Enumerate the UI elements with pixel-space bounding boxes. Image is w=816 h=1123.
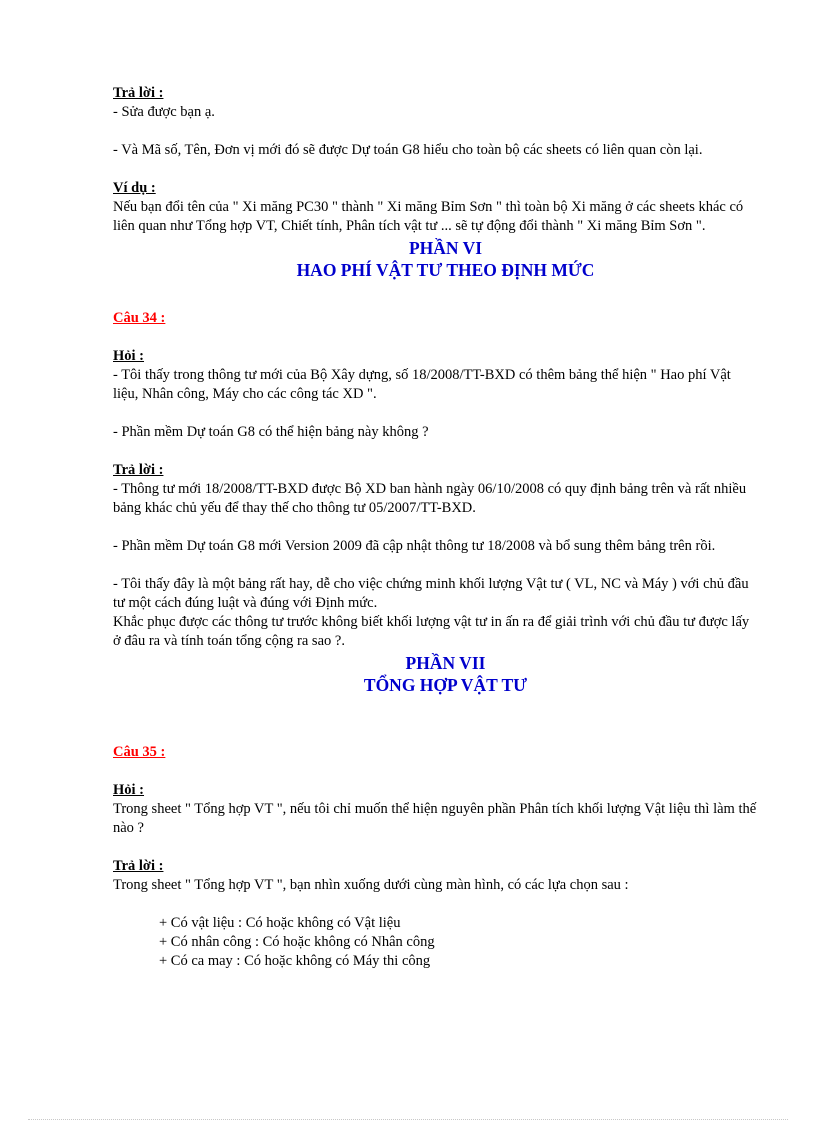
answer-label: Trả lời : xyxy=(113,85,164,101)
ask-label: Hỏi : xyxy=(113,782,145,798)
option-item: + Có vật liệu : Có hoặc không có Vật liệu xyxy=(159,915,401,931)
answer-text: - Sửa được bạn ạ. xyxy=(113,104,215,120)
answer-text: Trong sheet " Tổng hợp VT ", bạn nhìn xuống dưới cùng màn hình, có các lựa chọn sau : xyxy=(113,877,629,893)
document-page xyxy=(113,84,758,971)
part-subtitle: TỔNG HỢP VẬT TƯ xyxy=(363,675,528,695)
ask-text: Trong sheet " Tổng hợp VT ", nếu tôi chỉ muốn thể hiện nguyên phần Phân tích khối lượng Vật liệu thì làm thế nào ? xyxy=(113,801,757,836)
answer-label: Trả lời : xyxy=(113,462,164,478)
example-label: Ví dụ : xyxy=(113,180,156,196)
answer-text: - Phần mềm Dự toán G8 mới Version 2009 đã cập nhật thông tư 18/2008 và bổ sung thêm bảng trên rồi. xyxy=(113,538,716,554)
question-number: Câu 35 : xyxy=(113,744,166,760)
page-bottom-divider xyxy=(28,1119,788,1120)
answer-text: - Và Mã số, Tên, Đơn vị mới đó sẽ được Dự toán G8 hiểu cho toàn bộ các sheets có liên quan còn lại. xyxy=(113,142,703,158)
ask-label: Hỏi : xyxy=(113,348,145,364)
answer-text: - Tôi thấy đây là một bảng rất hay, dễ cho việc chứng minh khối lượng Vật tư ( VL, NC và Máy ) với chủ đầu tư một cách đúng luật và đúng với Định mức. xyxy=(113,576,749,611)
option-item: + Có ca may : Có hoặc không có Máy thi công xyxy=(159,953,431,969)
option-item: + Có nhân công : Có hoặc không có Nhân công xyxy=(159,934,435,950)
part-title: PHẦN VI xyxy=(408,238,483,258)
answer-text: - Thông tư mới 18/2008/TT-BXD được Bộ XD ban hành ngày 06/10/2008 có quy định bảng trên và rất nhiều bảng khác chủ yếu để thay thế cho thông tư 05/2007/TT-BXD. xyxy=(113,481,747,516)
answer-text: Khắc phục được các thông tư trước không biết khối lượng vật tư in ấn ra để giải trình với chủ đầu tư được lấy ở đâu ra và tính toán tổng cộng ra sao ?. xyxy=(113,614,750,649)
example-text: Nếu bạn đổi tên của " Xi măng PC30 " thành " Xi măng Bỉm Sơn " thì toàn bộ Xi măng ở các sheets khác có liên quan như Tổng hợp VT, Chiết tính, Phân tích vật tư ... sẽ tự động đổi thành " Xi măng Bỉm Sơn ". xyxy=(113,199,744,234)
ask-text: - Phần mềm Dự toán G8 có thể hiện bảng này không ? xyxy=(113,424,429,440)
part-subtitle: HAO PHÍ VẬT TƯ THEO ĐỊNH MỨC xyxy=(296,260,595,280)
question-number: Câu 34 : xyxy=(113,310,166,326)
part-title: PHẦN VII xyxy=(405,653,486,673)
ask-text: - Tôi thấy trong thông tư mới của Bộ Xây dựng, số 18/2008/TT-BXD có thêm bảng thể hiện " Hao phí Vật liệu, Nhân công, Máy cho các công tác XD ". xyxy=(113,367,731,402)
answer-label: Trả lời : xyxy=(113,858,164,874)
